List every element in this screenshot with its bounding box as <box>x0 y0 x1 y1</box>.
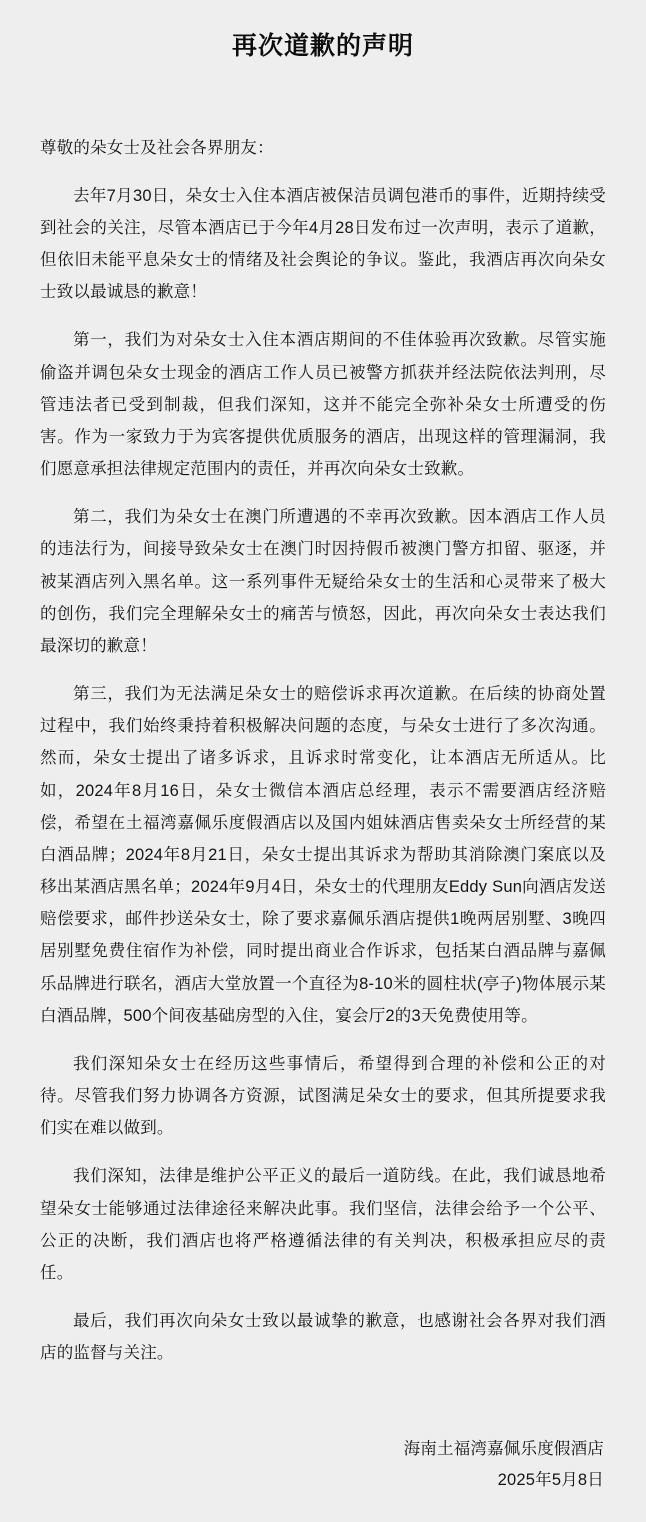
paragraph-2: 第一，我们为对朵女士入住本酒店期间的不佳体验再次致歉。尽管实施偷盗并调包朵女士现金的酒店工作人员已被警方抓获并经法院依法判刑，尽管违法者已受到制裁，但我们深知，这并不能完全弥补朵女士所遭受的伤害。作为一家致力于为宾客提供优质服务的酒店，出现这样的管理漏洞，我们愿意承担法律规定范围内的责任，并再次向朵女士致歉。 <box>40 331 606 479</box>
paragraph-6: 我们深知，法律是维护公平正义的最后一道防线。在此，我们诚恳地希望朵女士能够通过法律途径来解决此事。我们坚信，法律会给予一个公平、公正的决断，我们酒店也将严格遵循法律的有关判决，积极承担应尽的责任。 <box>40 1167 606 1282</box>
signature-organization: 海南土福湾嘉佩乐度假酒店 <box>403 1439 604 1458</box>
title-spacer <box>40 66 606 132</box>
paragraph-5: 我们深知朵女士在经历这些事情后，希望得到合理的补偿和公正的对待。尽管我们努力协调各方资源，试图满足朵女士的要求，但其所提要求我们实在难以做到。 <box>40 1054 606 1138</box>
paragraph-4: 第三，我们为无法满足朵女士的赔偿诉求再次道歉。在后续的协商处置过程中，我们始终秉持着积极解决问题的态度，与朵女士进行了多次沟通。然而，朵女士提出了诸多诉求，且诉求时常变化，让本酒店无所适从。比如，2024年8月16日，朵女士微信本酒店总经理，表示不需要酒店经济赔偿，希望在土福湾嘉佩乐度假酒店以及国内姐妹酒店售卖朵女士所经营的某白酒品牌；2024年8月21日，朵女士提出其诉求为帮助其消除澳门案底以及移出某酒店黑名单；2024年9月4日，朵女士的代理朋友Eddy Sun向酒店发送赔偿要求，邮件抄送朵女士，除了要求嘉佩乐酒店提供1晚两居别墅、3晚四居别墅免费住宿作为补偿，同时提出商业合作诉求，包括某白酒品牌与嘉佩乐品牌进行联名，酒店大堂放置一个直径为8-10米的圆柱状(亭子)物体展示某白酒品牌，500个间夜基础房型的入住，宴会厅2的3天免费使用等。 <box>40 685 606 1025</box>
signature-block <box>40 1434 606 1497</box>
paragraph-3: 第二，我们为朵女士在澳门所遭遇的不幸再次致歉。因本酒店工作人员的违法行为，间接导致朵女士在澳门时因持假币被澳门警方扣留、驱逐，并被某酒店列入黑名单。这一系列事件无疑给朵女士的生活和心灵带来了极大的创伤，我们完全理解朵女士的痛苦与愤怒，因此，再次向朵女士表达我们最深切的歉意！ <box>40 508 606 655</box>
bottom-spacer <box>40 1386 606 1404</box>
paragraph-1: 去年7月30日，朵女士入住本酒店被保洁员调包港币的事件，近期持续受到社会的关注，尽管本酒店已于今年4月28日发布过一次声明，表示了道歉，但依旧未能平息朵女士的情绪及社会舆论的争议。鉴此，我酒店再次向朵女士致以最诚恳的歉意！ <box>40 186 606 302</box>
salutation: 尊敬的朵女士及社会各界朋友： <box>40 138 274 157</box>
signature-date: 2025年5月8日 <box>497 1470 604 1489</box>
paragraph-7: 最后，我们再次向朵女士致以最诚挚的歉意，也感谢社会各界对我们酒店的监督与关注。 <box>40 1312 606 1363</box>
page-title: 再次道歉的声明 <box>231 32 414 60</box>
